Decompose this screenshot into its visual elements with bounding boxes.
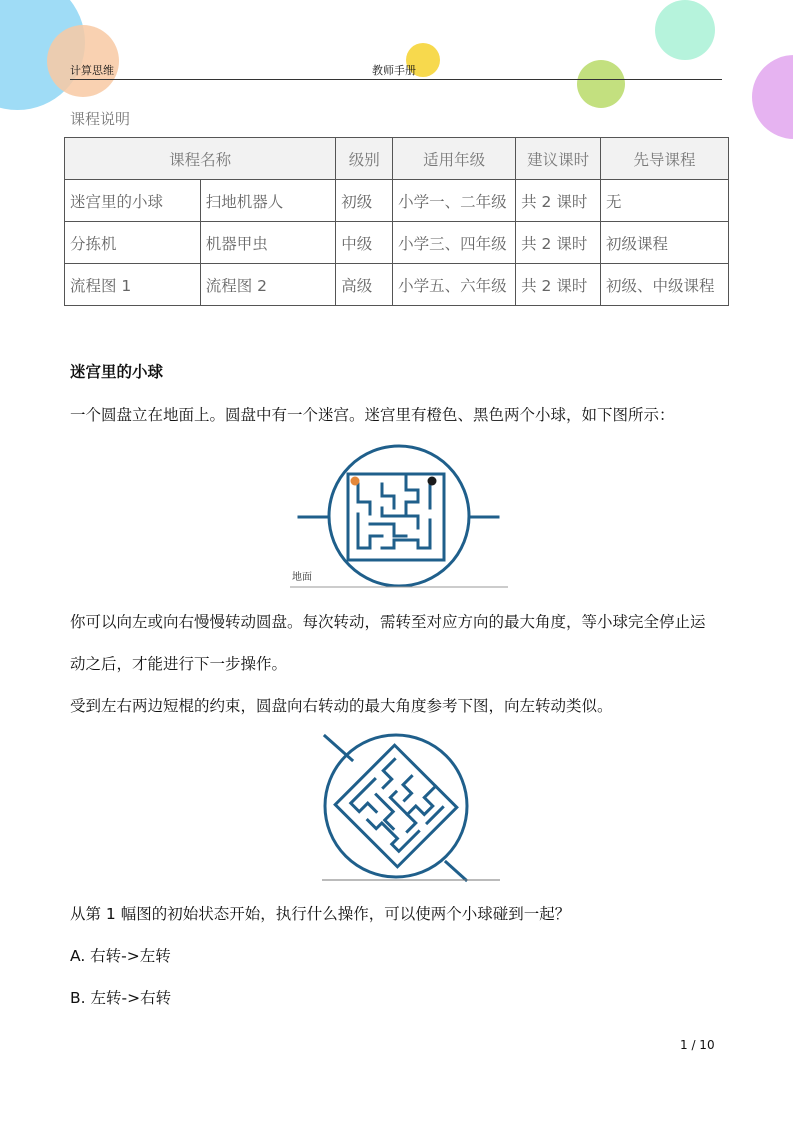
orange-ball: [351, 477, 360, 486]
table-cell: 小学五、六年级: [393, 264, 516, 306]
maze-walls: [335, 745, 457, 867]
maze-disc-figure-upright: [290, 440, 512, 590]
table-row: [65, 222, 729, 264]
table-header-row: [65, 138, 729, 180]
table-cell: 初级: [336, 180, 393, 222]
table-header-cell: 课程名称: [65, 138, 336, 180]
maze-walls: [348, 474, 444, 560]
table-header-cell: 适用年级: [393, 138, 516, 180]
table-cell: 迷宫里的小球: [65, 180, 201, 222]
table-cell: 流程图 2: [200, 264, 336, 306]
table-cell: 共 2 课时: [516, 264, 601, 306]
black-ball: [428, 477, 437, 486]
table-cell: 无: [601, 180, 729, 222]
maze-disc-outline: [325, 735, 467, 877]
option-b: B. 左转->右转: [70, 989, 172, 1007]
table-header-cell: 先导课程: [601, 138, 729, 180]
table-row: [65, 180, 729, 222]
page-header: [70, 60, 722, 80]
page-number: 1 / 10: [680, 1038, 715, 1052]
header-left-title: 计算思维: [70, 64, 114, 77]
constraint-paragraph: 受到左右两边短棍的约束，圆盘向右转动的最大角度参考下图，向左转动类似。: [70, 697, 613, 715]
lesson-intro: 一个圆盘立在地面上。圆盘中有一个迷宫。迷宫里有橙色、黑色两个小球，如下图所示：: [70, 406, 675, 424]
table-cell: 中级: [336, 222, 393, 264]
table-cell: 机器甲虫: [200, 222, 336, 264]
question-text: 从第 1 幅图的初始状态开始，执行什么操作，可以使两个小球碰到一起？: [70, 905, 571, 923]
decorative-circle-mint: [655, 0, 715, 60]
course-info-label: 课程说明: [70, 110, 131, 128]
table-cell: 共 2 课时: [516, 180, 601, 222]
table-cell: 小学三、四年级: [393, 222, 516, 264]
option-a: A. 右转->左转: [70, 947, 171, 965]
rule-paragraph-line-1: 你可以向左或向右慢慢转动圆盘。每次转动，需转至对应方向的最大角度，等小球完全停止运: [70, 613, 706, 631]
header-center-title: 教师手册: [372, 64, 416, 77]
left-stick: [325, 736, 352, 760]
table-cell: 共 2 课时: [516, 222, 601, 264]
course-table: [64, 137, 729, 306]
ground-label: 地面: [292, 572, 312, 583]
table-cell: 分拣机: [65, 222, 201, 264]
lesson-title: 迷宫里的小球: [70, 363, 164, 381]
table-row: [65, 264, 729, 306]
decorative-circle-violet: [752, 55, 793, 139]
table-header-cell: 建议课时: [516, 138, 601, 180]
table-header-cell: 级别: [336, 138, 393, 180]
table-cell: 流程图 1: [65, 264, 201, 306]
table-cell: 扫地机器人: [200, 180, 336, 222]
table-cell: 小学一、二年级: [393, 180, 516, 222]
maze-disc-figure-rotated-right: [316, 730, 502, 884]
right-stick: [446, 862, 466, 880]
table-cell: 初级课程: [601, 222, 729, 264]
rule-paragraph-line-2: 动之后，才能进行下一步操作。: [70, 655, 288, 673]
table-cell: 初级、中级课程: [601, 264, 729, 306]
table-cell: 高级: [336, 264, 393, 306]
